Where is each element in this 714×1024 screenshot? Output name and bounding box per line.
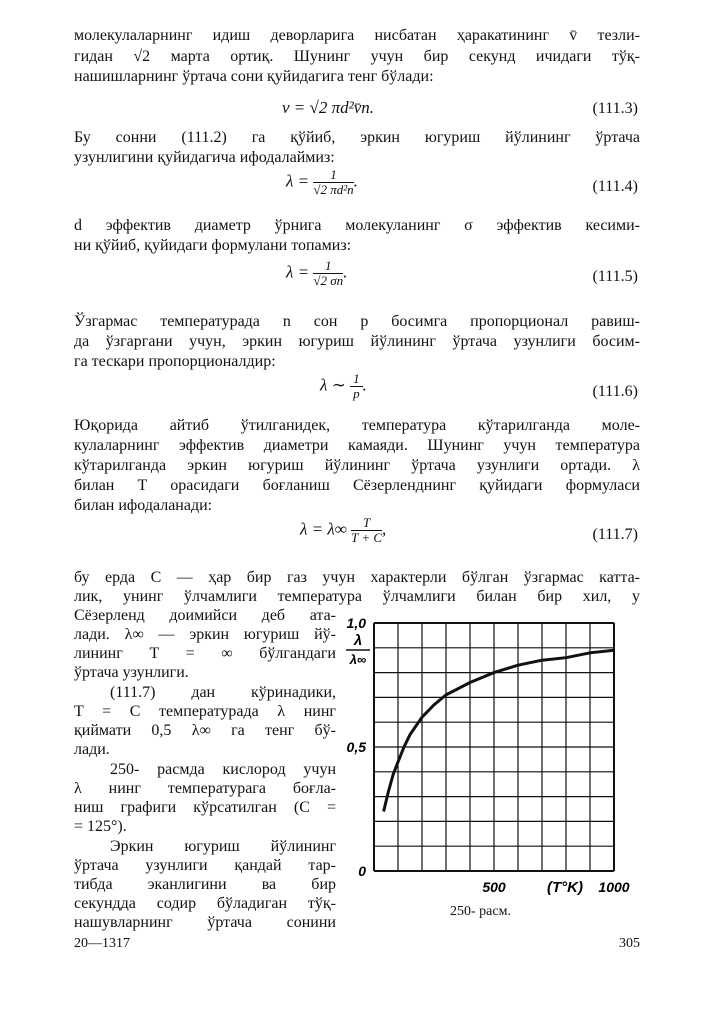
y-tick-labels [347,615,367,879]
numerator: 1 [313,259,343,274]
left-column-line: λ нинг температурага боғла- [74,780,336,797]
paragraph-4-line-1: Ўзгармас температурада n сон p босимга пропорционал равиш- [74,313,640,330]
denominator: T + C [351,530,383,545]
y-tick-label: 1,0 [346,615,366,631]
equation-number-111-3: (111.3) [592,100,638,117]
paragraph-1-line-2: гидан √2 марта ортиқ. Шунинг учун бир секунд ичидаги тўқ- [74,48,640,65]
equation-111-3 [282,98,374,118]
chart-grid [374,623,614,871]
equation-number-111-5: (111.5) [592,268,638,285]
equation-111-6 [320,372,367,401]
x-axis-unit-label: (T°K) [547,879,583,896]
equation-number-111-4: (111.4) [592,178,638,195]
equation-tail: . [353,171,358,191]
left-column-line: лади. [74,741,110,758]
equation-111-5 [286,259,347,288]
paragraph-4-line-2: да ўзгаргани учун, эркин югуриш йўлининг ўртача узунлиги босим- [74,333,640,350]
equation-lhs: λ = λ∞ [300,519,352,539]
equation-tail: , [382,519,387,539]
paragraph-5-line-4: билан T орасидаги боғланиш Сёзерленднинг қуйидаги формуласи [74,477,640,494]
page-number: 305 [619,936,640,951]
left-column-line: тибда эканлигини ва бир [74,876,336,893]
paragraph-6-line-2: лик, унинг ўлчамлиги температура ўлчамлиги билан бир хил, у [74,588,640,605]
y-tick-label: 0 [358,863,366,879]
left-column-line: (111.7) дан кўринадики, [110,684,336,701]
equation-tail: . [343,262,348,282]
denominator: p [353,386,360,401]
equation-lhs: λ = [286,171,314,191]
left-column-line: ўртача узунлиги қандай тар- [74,857,336,874]
y-tick-label: 0,5 [346,739,366,755]
paragraph-2-line-2: узунлигини қуйидагича ифодалаймиз: [74,149,335,166]
left-column-line: нашувларнинг ўртача сонини [74,914,336,931]
left-column-line: T = C температурада λ нинг [74,703,336,720]
paragraph-5-line-2: кулаларнинг эффектив диаметри камаяди. Шунинг учун температура [74,437,640,454]
fraction [313,168,353,197]
x-tick-label: 500 [482,879,506,895]
left-column-line: ўртача узунлиги. [74,664,189,681]
equation-number-111-7: (111.7) [592,526,638,543]
paragraph-3-line-1: d эффектив диаметр ўрнига молекуланинг σ эффектив кесими- [74,217,640,234]
equation-lhs: λ ∼ [320,375,351,395]
paragraph-4-line-3: га тескари пропорционалдир: [74,353,276,370]
x-tick-labels [482,879,629,895]
footer-signature: 20—1317 [74,936,130,951]
denominator: √2 σn [313,273,344,288]
left-column-line: секундда содир бўладиган тўқ- [74,895,336,912]
paragraph-5-line-1: Юқорида айтиб ўтилганидек, температура кўтарилганда моле- [74,417,640,434]
paragraph-6-line-1: бу ерда C — ҳар бир газ учун характерли бўлган ўзгармас катта- [74,569,640,586]
x-tick-label: 1000 [598,879,630,895]
numerator: 1 [350,372,363,387]
fraction [313,259,343,288]
paragraph-5-line-3: кўтарилганда эркин югуриш йўлининг ўртача узунлиги ортади. λ [74,457,640,474]
left-column-line: 250- расмда кислород учун [110,761,336,778]
fraction [350,372,363,401]
left-column-line: Эркин югуриш йўлининг [110,838,336,855]
equation-tail: . [362,375,367,395]
figure-caption: 250- расм. [450,904,511,919]
left-column-line: = 125°). [74,818,127,835]
equation-rhs: √2 πd²v̄n. [309,98,375,117]
paragraph-1-line-3: нашишларнинг ўртача сони қуйидагига тенг бўлади: [74,68,434,85]
equation-lhs: λ = [286,262,314,282]
y-axis-label-denominator: λ∞ [349,652,367,667]
left-column-line: қиймати 0,5 λ∞ га тенг бў- [74,722,336,739]
chart-series-line [384,650,614,811]
paragraph-2-line-1: Бу сонни (111.2) га қўйиб, эркин югуриш йўлининг ўртача [74,129,640,146]
equation-number-111-6: (111.6) [592,383,638,400]
numerator: 1 [313,168,353,183]
numerator: T [351,516,382,531]
fraction [351,516,382,545]
equation-111-4 [286,168,358,197]
equation-lhs: ν = [282,98,310,117]
paragraph-5-line-5: билан ифодаланади: [74,497,213,514]
left-column-line: Сёзерленд доимийси деб ата- [74,607,336,624]
paragraph-3-line-2: ни қўйиб, қуйидаги формулани топамиз: [74,237,352,254]
y-axis-label-numerator: λ [353,632,363,649]
denominator: √2 πd²n [313,182,354,197]
left-column-line: ниш графиги кўрсатилган (C = [74,799,336,816]
paragraph-1-line-1: молекулаларнинг идиш деворларига нисбатан ҳаракатининг v̄ тезли- [74,27,640,44]
equation-111-7 [300,516,386,545]
left-column-line: лининг T = ∞ бўлгандаги [74,645,336,662]
left-column-line: лади. λ∞ — эркин югуриш йў- [74,626,336,643]
